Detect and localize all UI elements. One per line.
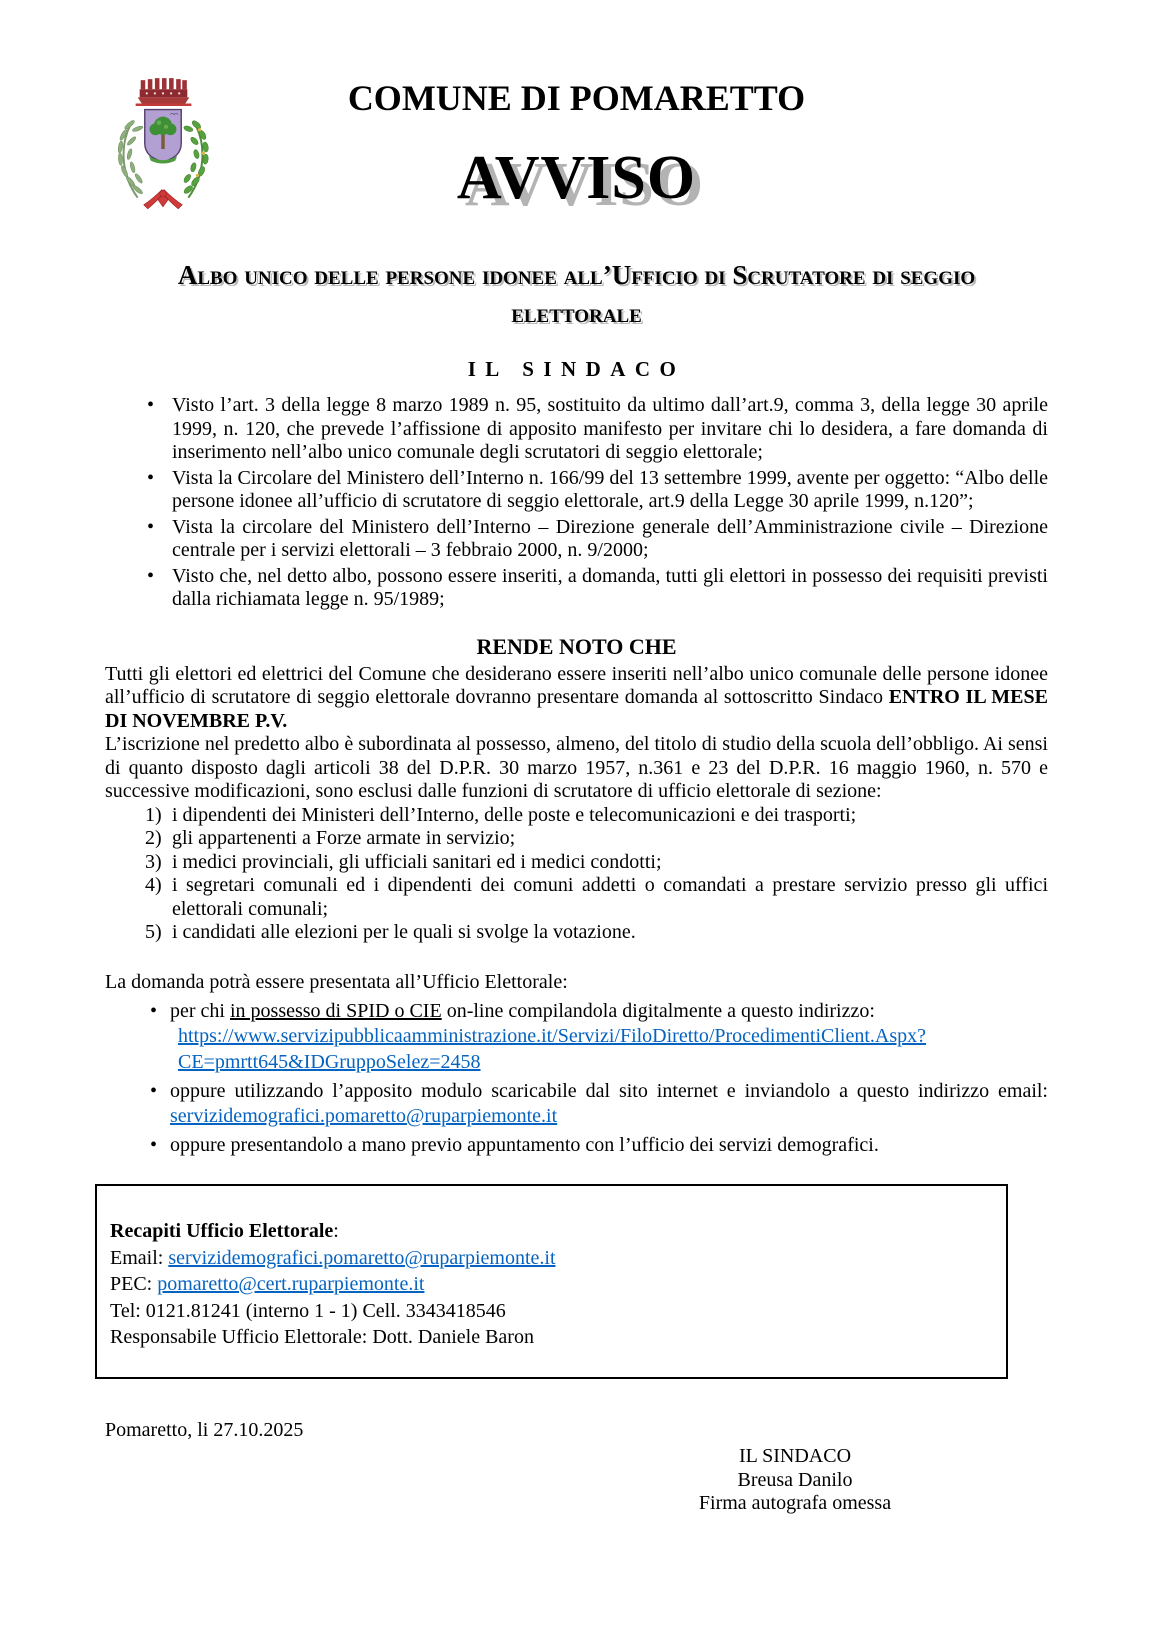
signature-role: IL SINDACO (738, 1445, 852, 1467)
exclusion-text: gli appartenenti a Forze armate in servizio; (172, 827, 516, 849)
application-portal-link[interactable]: https://www.servizipubblicaamministrazione.it/Servizi/FiloDiretto/ProcedimentiClient.Aspx?CE=pmrtt645&IDGruppoSelez=2458 (178, 1025, 927, 1073)
demographic-services-email-link[interactable]: servizidemografici.pomaretto@ruparpiemonte.it (170, 1105, 558, 1127)
submission-option-online (105, 999, 1048, 1075)
ribbon-icon (144, 190, 183, 209)
item-number: 5) (145, 921, 162, 943)
bullet-icon: • (150, 1000, 158, 1022)
premises-list (105, 394, 1048, 612)
exclusion-text: i candidati alle elezioni per le quali si svolge la votazione. (172, 921, 636, 943)
premise-text: Visto che, nel detto albo, possono essere inseriti, a domanda, tutti gli elettori in possesso dei requisiti previsti dalla richiamata legge n. 95/1989; (172, 564, 1048, 610)
exclusion-item (105, 851, 1048, 875)
option-text: oppure utilizzando l’apposito modulo scaricabile dal sito internet e inviandolo a questo indirizzo email: (170, 1080, 1048, 1102)
submission-intro: La domanda potrà essere presentata all’Ufficio Elettorale: (105, 970, 568, 993)
deadline-text: ENTRO IL MESE DI NOVEMBRE P.V. (105, 686, 1048, 732)
announcement-paragraph (105, 663, 1048, 734)
place-date: Pomaretto, li 27.10.2025 (105, 1418, 304, 1441)
premise-item (105, 516, 1048, 563)
exclusion-item (105, 827, 1048, 851)
signature-name: Breusa Danilo (737, 1468, 853, 1491)
exclusion-text: i segretari comunali ed i dipendenti dei comuni addetti o comandati a prestare servizio presso gli uffici elettorali comunali; (172, 874, 1048, 920)
premise-item (105, 467, 1048, 514)
signature-note: Firma autografa omessa (698, 1492, 892, 1514)
crown-icon (136, 78, 192, 106)
announcement-text: Tutti gli elettori ed elettrici del Comune che desiderano essere inseriti nell’albo unico comunale delle persone idonee all’ufficio di scrutatore di seggio elettorale dovranno presentare domanda al sottoscritto Sindaco (105, 662, 1048, 708)
exclusion-text: i dipendenti dei Ministeri dell’Interno, delle poste e telecomunicazioni e dei trasporti; (172, 803, 857, 826)
item-number: 2) (145, 827, 162, 849)
bullet-icon: • (150, 1134, 158, 1156)
premise-text: Vista la Circolare del Ministero dell’Interno n. 166/99 del 13 settembre 1999, avente per oggetto: “Albo delle persone idonee all’ufficio di scrutatore di seggio elettorale, art.9 della Legge 30 aprile 1999, n.120”; (172, 466, 1048, 512)
bullet-icon: • (147, 515, 155, 538)
shield-icon (145, 110, 181, 164)
contact-phone-line: Tel: 0121.81241 (interno 1 - 1) Cell. 3343418546 (110, 1299, 506, 1322)
item-number: 4) (145, 874, 162, 896)
exclusions-intro-paragraph: L’iscrizione nel predetto albo è subordinata al possesso, almeno, del titolo di studio della scuola dell’obbligo. Ai sensi di quanto disposto dagli articoli 38 del D.P.R. 30 marzo 1957, n.361 e 23 del D.P.R. 16 maggio 1960, n. 570 e successive modificazioni, sono esclusi dalle funzioni di scrutatore di ufficio elettorale di sezione: (105, 733, 1048, 802)
contact-email-line (110, 1245, 990, 1272)
email-label: Email: (110, 1246, 169, 1269)
subject-heading: Albo unico delle persone idonee all’Ufficio di Scrutatore di seggio elettorale (177, 260, 976, 328)
submission-option-in-person (105, 1133, 1048, 1158)
item-number: 3) (145, 850, 162, 873)
contact-email-link[interactable]: servizidemografici.pomaretto@ruparpiemonte.it (168, 1246, 556, 1269)
option-text: per chi (170, 1000, 230, 1022)
signature-block (655, 1445, 935, 1516)
mayor-heading: IL SINDACO (467, 357, 686, 381)
contact-box-title: Recapiti Ufficio Elettorale (110, 1220, 334, 1242)
bullet-icon: • (147, 394, 155, 416)
exclusion-item (105, 921, 1048, 945)
submission-option-email (105, 1079, 1048, 1129)
contact-box (95, 1184, 1008, 1379)
contact-box-title-line (110, 1218, 990, 1245)
spid-cie-underline: in possesso di SPID o CIE (229, 1000, 442, 1022)
premise-text: Vista la circolare del Ministero dell’Interno – Direzione generale dell’Amministrazione civile – Direzione centrale per i servizi elettorali – 3 febbraio 2000, n. 9/2000; (172, 515, 1048, 561)
item-number: 1) (145, 803, 162, 826)
municipal-coat-of-arms-icon (101, 68, 225, 222)
bullet-icon: • (147, 466, 155, 489)
option-text: on-line compilandola digitalmente a questo indirizzo: (441, 1000, 875, 1022)
contact-box-title-colon: : (333, 1220, 339, 1242)
premise-text: Visto l’art. 3 della legge 8 marzo 1989 n. 95, sostituito da ultimo dall’art.9, comma 3, della legge 30 aprile 1999, n. 120, che prevede l’affissione di apposito manifesto per invitare chi lo desidera, a fare domanda di inserimento nell’albo unico comunale degli scrutatori di seggio elettorale; (172, 394, 1048, 463)
contact-pec-link[interactable]: pomaretto@cert.ruparpiemonte.it (157, 1273, 425, 1295)
contact-responsible-line: Responsabile Ufficio Elettorale: Dott. Daniele Baron (110, 1326, 534, 1348)
exclusion-text: i medici provinciali, gli ufficiali sanitari ed i medici condotti; (172, 850, 662, 873)
option-text: oppure presentandolo a mano previo appuntamento con l’ufficio dei servizi demografici. (170, 1134, 879, 1156)
rende-noto-heading: RENDE NOTO CHE (476, 633, 677, 659)
exclusion-item (105, 804, 1048, 828)
premise-item (105, 394, 1048, 465)
pec-label: PEC: (110, 1273, 158, 1295)
exclusion-item (105, 874, 1048, 921)
notice-title: AVVISO (456, 144, 697, 212)
premise-item (105, 565, 1048, 612)
municipality-title: COMUNE DI POMARETTO (347, 78, 806, 118)
bullet-icon: • (147, 564, 155, 587)
exclusions-list (105, 804, 1048, 945)
contact-pec-line (110, 1271, 990, 1298)
bullet-icon: • (150, 1080, 158, 1102)
